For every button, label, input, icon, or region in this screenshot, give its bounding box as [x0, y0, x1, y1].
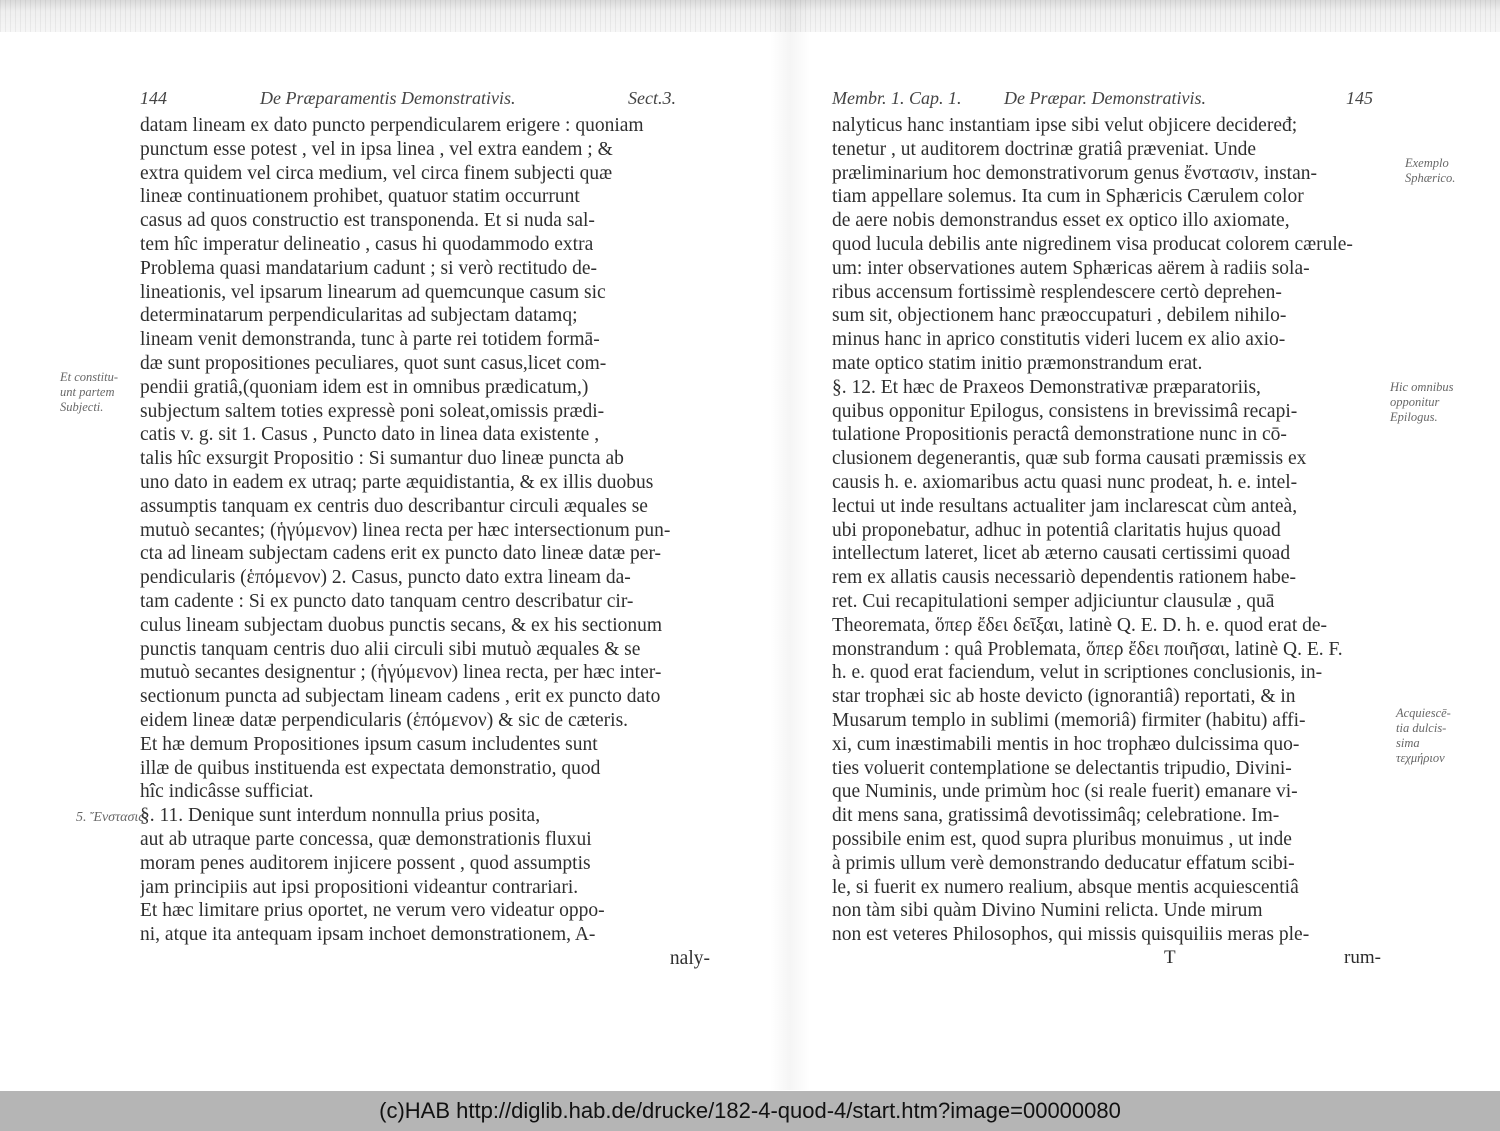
- text-line: lineæ continuationem prohibet, quatuor statim occurrunt: [140, 186, 580, 208]
- scan-top-edge: [0, 0, 1500, 32]
- text-line: cta ad lineam subjectam cadens erit ex puncto dato lineæ datæ per-: [140, 543, 662, 565]
- citation-bar: [0, 1091, 1500, 1131]
- text-line: moram penes auditorem injicere possent , quod assumptis: [140, 852, 591, 874]
- text-line: um: inter observationes autem Sphæricas aërem à radiis sola-: [832, 257, 1310, 279]
- text-line: culus lineam subjectam duobus punctis secans, & ex his sectionum: [140, 614, 663, 636]
- text-line: illæ de quibus instituenda est expectata demonstratio, quod: [140, 757, 601, 779]
- signature-mark: T: [1164, 946, 1176, 968]
- citation-text: (c)HAB http://diglib.hab.de/drucke/182-4-quod-4/start.htm?image=00000080: [379, 1098, 1121, 1123]
- text-line: mutuò secantes; (ἡγύμενον) linea recta per hæc intersectionum pun-: [140, 519, 671, 541]
- text-line: subjectum saltem toties expressè poni soleat,omissis prædi-: [140, 400, 605, 422]
- right-page-number: 145: [1346, 88, 1373, 108]
- right-margin-note-example: Exemplo Sphærico.: [1405, 156, 1456, 185]
- text-line: uno dato in eadem ex utraq; parte æquidistantia, & ex illis duobus: [140, 471, 654, 493]
- text-line: punctis tanquam centris duo alii circuli sibi mutuò æquales & se: [140, 638, 641, 660]
- text-line: lectui ut inde resultans actualiter jam inclarescat cùm anteà,: [832, 495, 1298, 517]
- left-margin-note-enstasis: 5. Ἔνστασις: [76, 810, 144, 825]
- text-line: lineam venit demonstranda, tunc à parte rei totidem formā-: [140, 329, 600, 351]
- text-line: datam lineam ex dato puncto perpendicularem erigere : quoniam: [140, 115, 644, 136]
- text-line: pendii gratiâ,(quoniam idem est in omnibus prædicatum,): [140, 376, 589, 398]
- right-page-text: [832, 114, 1392, 947]
- text-line: punctum esse potest , vel in ipsa linea , vel extra eandem ; &: [140, 138, 613, 160]
- text-line: tulatione Propositionis peractâ demonstratione nunc in cō-: [832, 424, 1287, 446]
- catchword: rum-: [1344, 946, 1381, 968]
- text-line: præliminarium hoc demonstrativorum genus ἔνστασιν, instan-: [832, 162, 1317, 184]
- text-line: non est veteres Philosophos, qui missis quisquiliis meras ple-: [832, 924, 1310, 946]
- text-line: que Numinis, unde primùm hoc (si reale fuerit) emanare vi-: [832, 781, 1298, 803]
- text-line: catis v. g. sit 1. Casus , Puncto dato in linea data existente ,: [140, 424, 600, 446]
- text-line: causis h. e. axiomaribus actu quasi nunc prodeat, h. e. intel-: [832, 471, 1298, 493]
- left-page: [140, 88, 710, 971]
- text-line: Et hæ demum Propositiones ipsum casum includentes sunt: [140, 733, 598, 755]
- right-membrum-label: Membr. 1. Cap. 1.: [832, 88, 962, 108]
- text-line: ubi proponebatur, adhuc in potentiâ claritatis hujus quoad: [832, 519, 1281, 541]
- text-line: Theoremata, ὅπερ ἔδει δεῖξαι, latinè Q. E. D. h. e. quod erat de-: [832, 614, 1328, 636]
- text-line: aut ab utraque parte concessa, quæ demonstrationis fluxui: [140, 828, 592, 850]
- text-line: Problema quasi mandatarium cadunt ; si verò rectitudo de-: [140, 257, 598, 279]
- text-line: naly-: [669, 947, 710, 969]
- text-line: tiam appellare solemus. Ita cum in Sphæricis Cærulem color: [832, 186, 1304, 208]
- text-line: §. 11. Denique sunt interdum nonnulla prius posita,: [140, 805, 541, 827]
- text-line: mate optico statim initio præmonstrandum erat.: [832, 352, 1203, 374]
- text-line: Musarum templo in sublimi (memoriâ) firmiter (habitu) affi-: [832, 709, 1306, 731]
- text-line: xi, cum inæstimabili mentis in hoc trophæo dulcissima quo-: [832, 733, 1300, 755]
- left-page-text: [140, 114, 710, 971]
- text-line: jam principiis aut ipsi propositioni videantur contrariari.: [140, 876, 579, 898]
- text-line: pendicularis (ἑπόμενον) 2. Casus, puncto dato extra lineam da-: [140, 567, 631, 589]
- text-line: h. e. quod erat faciendum, velut in scriptiones conclusionis, in-: [832, 662, 1323, 684]
- right-margin-note-epilogus: Hic omnibus opponitur Epilogus.: [1390, 380, 1454, 424]
- left-running-title: De Præparamentis Demonstrativis.: [260, 88, 516, 108]
- text-line: dæ sunt propositiones peculiares, quot sunt casus,licet com-: [140, 352, 607, 374]
- text-line: assumptis tanquam ex centris duo describantur circuli æquales se: [140, 495, 648, 517]
- left-page-header: [140, 88, 710, 112]
- text-line: hîc indicâsse sufficiat.: [140, 781, 314, 803]
- text-line: non tàm sibi quàm Divino Numini relicta. Unde mirum: [832, 900, 1263, 922]
- text-line: tam cadente : Si ex puncto dato tanquam centro describatur cir-: [140, 590, 634, 612]
- text-line: possibile enim est, quod supra pluribus monuimus , ut inde: [832, 828, 1292, 850]
- text-line: determinatarum perpendicularitas ad subjectam datamq;: [140, 305, 578, 327]
- text-line: talis hîc exsurgit Propositio : Si sumantur duo lineæ puncta ab: [140, 448, 624, 470]
- text-line: casus ad quos constructio est transponenda. Et si nuda sal-: [140, 210, 595, 232]
- text-line: rem ex allatis causis necessariò dependentis rationem habe-: [832, 567, 1297, 589]
- text-line: ret. Cui recapitulationi semper adjiciuntur clausulæ , quā: [832, 590, 1275, 612]
- text-line: de aere nobis demonstrandus esset ex optico illo axiomate,: [832, 210, 1290, 232]
- text-line: clusionem degenerantis, quæ sub forma causati præmissis ex: [832, 448, 1307, 470]
- left-page-number: 144: [140, 88, 167, 108]
- right-page-header: [832, 88, 1392, 112]
- text-line: eidem lineæ datæ perpendicularis (ἑπόμενον) & sic de cæteris.: [140, 709, 629, 731]
- text-line: quod lucula debilis ante nigredinem visa producat colorem cærule-: [832, 233, 1353, 255]
- right-running-title: De Præpar. Demonstrativis.: [1004, 88, 1206, 108]
- text-line: ni, atque ita antequam ipsam inchoet demonstrationem, A-: [140, 924, 596, 946]
- text-line: sectionum puncta ad subjectam lineam cadens , erit ex puncto dato: [140, 686, 661, 708]
- text-line: intellectum lateret, licet ab æterno causati certissimi quoad: [832, 543, 1291, 565]
- text-line: ribus accensum fortissimè resplendescere certò deprehen-: [832, 281, 1282, 303]
- right-margin-note-acquiescentia: Acquiescē- tia dulcis- sima τεχμήριον: [1396, 706, 1451, 765]
- text-line: tenetur , ut auditorem doctrinæ gratiâ præveniat. Unde: [832, 138, 1257, 160]
- book-gutter: [770, 0, 810, 1090]
- right-page: [832, 88, 1392, 971]
- text-line: monstrandum : quâ Problemata, ὅπερ ἔδει ποιῆσαι, latinè Q. E. F.: [832, 638, 1343, 660]
- text-line: lineationis, vel ipsarum linearum ad quemcunque casum sic: [140, 281, 606, 303]
- text-line: minus hanc in aprico constitutis videri lucem ex alio axio-: [832, 329, 1286, 351]
- left-section-label: Sect.3.: [628, 88, 676, 108]
- text-line: à primis ullum verè demonstrando deducatur effatum scibi-: [832, 852, 1295, 874]
- left-margin-note-subject: Et constitu- unt partem Subjecti.: [60, 370, 118, 414]
- text-line: nalyticus hanc instantiam ipse sibi velut objicere decideređ;: [832, 115, 1298, 136]
- text-line: quibus opponitur Epilogus, consistens in brevissimâ recapi-: [832, 400, 1298, 422]
- text-line: §. 12. Et hæc de Praxeos Demonstrativæ præparatoriis,: [832, 376, 1261, 398]
- text-line: star trophæi sic ab hoste devicto (ignorantiâ) reportati, & in: [832, 686, 1296, 708]
- text-line: dit mens sana, gratissimâ devotissimâq; celebratione. Im-: [832, 805, 1280, 827]
- text-line: le, si fuerit ex numero realium, absque mentis acquiescentiâ: [832, 876, 1299, 898]
- text-line: tem hîc imperatur delineatio , casus hi quodammodo extra: [140, 233, 594, 255]
- right-page-footline: [832, 947, 1392, 971]
- text-line: mutuò secantes designentur ; (ἡγύμενον) linea recta, per hæc inter-: [140, 662, 662, 684]
- text-line: Et hæc limitare prius oportet, ne verum vero videatur oppo-: [140, 900, 605, 922]
- text-line: ties voluerit contemplatione se delectantis tripudio, Divini-: [832, 757, 1292, 779]
- text-line: extra quidem vel circa medium, vel circa finem subjecti quæ: [140, 162, 613, 184]
- text-line: sum sit, objectionem hanc præoccupaturi , debilem nihilo-: [832, 305, 1287, 327]
